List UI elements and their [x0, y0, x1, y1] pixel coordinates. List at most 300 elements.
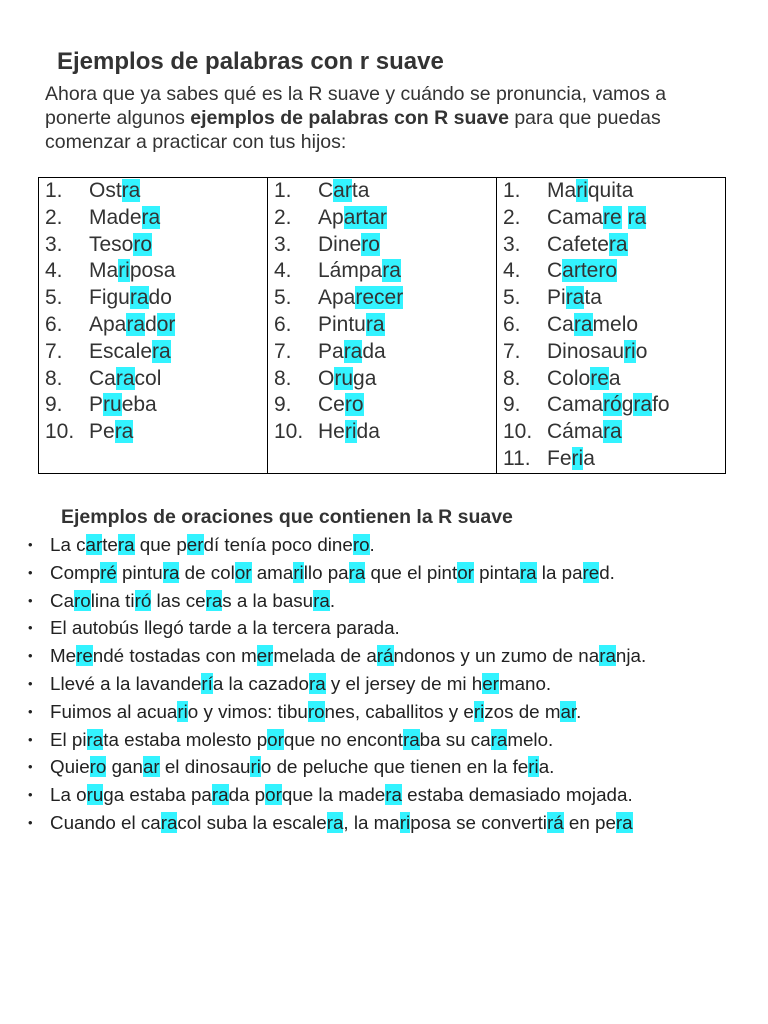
text-segment: Ap: [318, 205, 344, 229]
text-segment: Apa: [89, 312, 127, 336]
highlighted-r-syllable: ra: [365, 312, 385, 336]
text-segment: La c: [50, 534, 86, 555]
text-segment: Pi: [547, 286, 566, 310]
highlighted-r-syllable: ra: [141, 205, 161, 229]
example-word: [89, 205, 160, 232]
word-list-item: [45, 232, 267, 259]
highlighted-r-syllable: ra: [402, 728, 420, 750]
text-segment: Ca: [50, 589, 75, 611]
sentence-list-item: [0, 642, 768, 670]
highlighted-r-syllable: ra: [633, 393, 653, 417]
text-segment: a.: [538, 756, 555, 778]
text-segment: llo pa: [303, 561, 349, 583]
text-segment: que no encont: [283, 728, 403, 750]
word-list-item: [503, 419, 725, 446]
highlighted-r-syllable: ri: [624, 339, 636, 363]
text-segment: que el pint: [365, 561, 458, 583]
text-segment: ta estaba molesto p: [103, 728, 268, 750]
text-segment: .: [329, 589, 336, 611]
word-number: 4.: [503, 259, 521, 283]
word-list-item: [45, 178, 267, 205]
highlighted-r-syllable: ra: [627, 205, 647, 229]
text-segment: Ca: [547, 312, 574, 336]
word-list-item: [45, 205, 267, 232]
text-segment: Pintu: [318, 312, 366, 336]
highlighted-r-syllable: ra: [348, 561, 366, 583]
text-segment: P: [89, 393, 104, 417]
text-segment: a: [608, 366, 621, 390]
example-word: [547, 392, 670, 419]
example-word: [318, 258, 401, 285]
example-word: [89, 366, 161, 393]
text-segment: posa se converti: [410, 811, 547, 833]
word-examples-table: [38, 177, 726, 474]
word-list-item: [45, 392, 267, 419]
bullet-icon: •: [28, 564, 33, 580]
example-word: [318, 205, 387, 232]
word-list-item: [274, 339, 496, 366]
highlighted-r-syllable: ra: [160, 811, 178, 833]
word-column-1: [39, 178, 268, 474]
highlighted-r-syllable: recer: [355, 286, 404, 310]
text-segment: C: [318, 179, 334, 202]
highlighted-r-syllable: er: [256, 645, 274, 667]
sentence-list-item: [0, 587, 768, 615]
word-list-item: [503, 446, 725, 473]
word-list-item: [503, 205, 725, 232]
example-sentence: [50, 701, 581, 722]
word-number: 1.: [274, 179, 292, 202]
highlighted-r-syllable: ar: [85, 534, 103, 555]
word-column-2: [268, 178, 497, 474]
example-word: [89, 392, 157, 419]
word-number: 3.: [274, 232, 292, 256]
highlighted-r-syllable: ri: [399, 811, 411, 833]
text-segment: que p: [134, 534, 187, 555]
text-segment: eba: [121, 393, 157, 417]
example-word: [89, 285, 172, 312]
example-word: [318, 312, 385, 339]
highlighted-r-syllable: ri: [293, 561, 304, 583]
highlighted-r-syllable: ro: [361, 232, 380, 256]
highlighted-r-syllable: or: [265, 784, 282, 806]
highlighted-r-syllable: re: [76, 645, 93, 667]
bullet-icon: •: [28, 703, 33, 719]
example-sentence: [50, 673, 551, 694]
highlighted-r-syllable: ro: [89, 756, 107, 778]
text-segment: Lámpa: [318, 259, 383, 283]
bullet-icon: •: [28, 537, 33, 552]
highlighted-r-syllable: ra: [121, 179, 141, 202]
word-number: 5.: [274, 286, 292, 310]
word-number: 6.: [503, 312, 521, 336]
highlighted-r-syllable: ro: [74, 589, 91, 611]
text-segment: o: [635, 339, 648, 363]
sentence-list-item: [0, 614, 768, 642]
word-number: 10.: [274, 420, 304, 444]
sentence-list-item: [0, 726, 768, 754]
word-list-item: [45, 312, 267, 339]
example-word: [547, 205, 646, 232]
text-segment: que la made: [281, 784, 386, 806]
highlighted-r-syllable: or: [267, 728, 284, 750]
bullet-icon: •: [28, 648, 33, 664]
text-segment: lina ti: [90, 589, 135, 611]
text-segment: da: [362, 339, 386, 363]
highlighted-r-syllable: ra: [385, 784, 402, 806]
text-segment: da: [356, 420, 380, 444]
text-segment: dí tenía poco dine: [203, 534, 353, 555]
text-segment: Comp: [50, 561, 101, 583]
text-segment: Teso: [89, 232, 134, 256]
word-list-item: [274, 366, 496, 393]
text-segment: da p: [228, 784, 266, 806]
text-segment: He: [318, 420, 345, 444]
text-segment: pinta: [473, 561, 520, 583]
intro-text-end: para que puedas comenzar a practicar con tus hijos:: [45, 107, 661, 153]
example-word: [547, 232, 628, 259]
text-segment: melada de a: [273, 645, 377, 667]
word-number: 2.: [503, 205, 521, 229]
highlighted-r-syllable: ra: [326, 811, 344, 833]
word-number: 6.: [274, 312, 292, 336]
text-segment: ba su ca: [419, 728, 491, 750]
highlighted-r-syllable: artar: [343, 205, 387, 229]
highlighted-r-syllable: ro: [352, 534, 370, 555]
text-segment: Cuando el ca: [50, 811, 161, 833]
text-segment: nes, caballitos y e: [324, 700, 474, 722]
example-sentence: [50, 784, 633, 805]
text-segment: ndé tostadas con m: [92, 645, 257, 667]
bullet-icon: •: [28, 675, 33, 691]
word-list-item: [45, 258, 267, 285]
example-word: [547, 446, 595, 473]
sentence-list-item: [0, 670, 768, 698]
text-segment: o y vimos: tibu: [187, 700, 308, 722]
word-number: 5.: [45, 286, 63, 310]
example-word: [89, 419, 133, 446]
example-sentence: [50, 590, 335, 611]
highlighted-r-syllable: or: [234, 561, 252, 583]
sentence-list-item: [0, 698, 768, 726]
word-number: 4.: [45, 259, 63, 283]
sentence-list: [0, 531, 768, 837]
highlighted-r-syllable: ri: [528, 756, 539, 778]
text-segment: quita: [587, 179, 634, 202]
word-number: 9.: [503, 393, 521, 417]
highlighted-r-syllable: re: [603, 205, 622, 229]
highlighted-r-syllable: ra: [490, 728, 508, 750]
highlighted-r-syllable: ri: [118, 259, 130, 283]
word-number: 9.: [274, 393, 292, 417]
highlighted-r-syllable: rí: [201, 672, 213, 694]
word-list-item: [274, 258, 496, 285]
text-segment: Colo: [547, 366, 591, 390]
page-title: Ejemplos de palabras con r suave: [57, 48, 444, 75]
highlighted-r-syllable: ra: [211, 784, 229, 806]
word-list-item: [274, 312, 496, 339]
sentences-heading: Ejemplos de oraciones que contienen la R suave: [61, 506, 513, 528]
sentence-list-item: [0, 809, 768, 837]
highlighted-r-syllable: ar: [560, 700, 577, 722]
word-list-item: [45, 366, 267, 393]
word-list-item: [274, 178, 496, 205]
word-number: 10.: [45, 420, 75, 444]
word-number: 5.: [503, 286, 521, 310]
word-number: 6.: [45, 312, 63, 336]
text-segment: ga estaba pa: [103, 784, 212, 806]
text-segment: pintu: [116, 561, 163, 583]
highlighted-r-syllable: ra: [599, 645, 616, 667]
sentence-list-item: [0, 531, 768, 559]
highlighted-r-syllable: ra: [382, 259, 401, 283]
text-segment: Cáma: [547, 420, 604, 444]
text-segment: ta: [584, 286, 602, 310]
highlighted-r-syllable: ra: [114, 420, 134, 444]
bullet-icon: •: [28, 787, 33, 803]
highlighted-r-syllable: ra: [117, 534, 135, 555]
bullet-icon: •: [28, 592, 33, 608]
word-number: 10.: [503, 420, 533, 444]
word-number: 2.: [45, 205, 63, 229]
intro-text-bold: ejemplos de palabras con R suave: [190, 107, 509, 129]
example-sentence: [50, 729, 553, 750]
text-segment: Made: [89, 205, 142, 229]
highlighted-r-syllable: ra: [603, 420, 622, 444]
highlighted-r-syllable: ró: [603, 393, 622, 417]
word-number: 8.: [503, 366, 521, 390]
word-number: 3.: [45, 232, 63, 256]
example-word: [547, 366, 621, 393]
word-number: 4.: [274, 259, 292, 283]
text-segment: ga: [353, 366, 377, 390]
text-segment: do: [148, 286, 172, 310]
text-segment: zos de m: [484, 700, 561, 722]
highlighted-r-syllable: ra: [162, 561, 180, 583]
text-segment: estaba demasiado mojada.: [401, 784, 633, 806]
sentence-list-item: [0, 781, 768, 809]
highlighted-r-syllable: ra: [565, 286, 585, 310]
text-segment: Dine: [318, 232, 362, 256]
word-number: 8.: [45, 366, 63, 390]
text-segment: mano.: [498, 672, 552, 694]
word-list-2: [268, 178, 496, 446]
text-segment: y el jersey de mi h: [325, 672, 483, 694]
intro-paragraph: [45, 82, 725, 154]
highlighted-r-syllable: ra: [115, 366, 135, 390]
text-segment: Cama: [547, 393, 604, 417]
example-word: [89, 339, 171, 366]
highlighted-r-syllable: ra: [308, 672, 326, 694]
highlighted-r-syllable: ru: [103, 393, 122, 417]
example-word: [318, 366, 376, 393]
text-segment: Llevé a la lavande: [50, 672, 202, 694]
word-list-item: [45, 339, 267, 366]
text-segment: Ma: [89, 259, 119, 283]
text-segment: g: [621, 393, 634, 417]
word-list-3: [497, 178, 725, 473]
text-segment: col: [134, 366, 162, 390]
highlighted-r-syllable: ar: [142, 756, 160, 778]
highlighted-r-syllable: ra: [126, 312, 146, 336]
word-list-item: [503, 232, 725, 259]
word-list-item: [274, 419, 496, 446]
text-segment: en pe: [563, 811, 616, 833]
word-number: 7.: [503, 339, 521, 363]
highlighted-r-syllable: ar: [333, 179, 352, 202]
text-segment: , la ma: [343, 811, 400, 833]
word-number: 9.: [45, 393, 63, 417]
word-number: 8.: [274, 366, 292, 390]
highlighted-r-syllable: arte: [562, 259, 599, 283]
text-segment: gan: [106, 756, 143, 778]
word-list-item: [503, 285, 725, 312]
text-segment: Ce: [318, 393, 345, 417]
highlighted-r-syllable: ri: [473, 700, 485, 722]
text-segment: de col: [179, 561, 235, 583]
text-segment: posa: [129, 259, 176, 283]
word-list-item: [503, 392, 725, 419]
text-segment: .: [576, 700, 582, 722]
word-list-1: [39, 178, 267, 446]
example-word: [89, 178, 140, 205]
word-list-item: [45, 285, 267, 312]
word-list-item: [503, 178, 725, 205]
text-segment: Pa: [318, 339, 344, 363]
highlighted-r-syllable: rá: [376, 645, 394, 667]
word-number: 3.: [503, 232, 521, 256]
text-segment: a: [583, 446, 595, 470]
text-segment: [622, 206, 628, 229]
bullet-icon: •: [28, 620, 33, 636]
text-segment: te: [102, 534, 118, 555]
text-segment: melo.: [507, 728, 554, 750]
highlighted-r-syllable: ra: [615, 811, 633, 833]
highlighted-r-syllable: ra: [519, 561, 537, 583]
intro-text-start: Ahora que ya sabes qué es la R suave y cuándo se pronuncia, vamos a ponerte algunos: [45, 83, 667, 129]
word-list-item: [503, 312, 725, 339]
word-number: 1.: [45, 179, 63, 202]
example-word: [318, 285, 403, 312]
bullet-icon: •: [28, 731, 33, 747]
highlighted-r-syllable: ru: [86, 784, 104, 806]
text-segment: o de peluche que tienen en la fe: [260, 756, 529, 778]
text-segment: Figu: [89, 286, 130, 310]
bullet-icon: •: [28, 814, 33, 830]
highlighted-r-syllable: rá: [546, 811, 564, 833]
highlighted-r-syllable: ro: [344, 393, 364, 417]
word-list-item: [45, 419, 267, 446]
highlighted-r-syllable: ro: [598, 259, 618, 283]
highlighted-r-syllable: er: [482, 672, 499, 694]
highlighted-r-syllable: ra: [313, 589, 330, 611]
highlighted-r-syllable: or: [156, 312, 176, 336]
text-segment: Cama: [547, 205, 604, 229]
highlighted-r-syllable: ra: [205, 589, 223, 611]
text-segment: fo: [652, 393, 670, 417]
word-number: 7.: [45, 339, 63, 363]
example-sentence: [50, 812, 633, 833]
text-segment: ndonos y un zumo de na: [393, 645, 600, 667]
highlighted-r-syllable: ri: [177, 700, 188, 722]
text-segment: d: [145, 312, 157, 336]
word-column-3: [497, 178, 726, 474]
text-segment: El pi: [50, 728, 87, 750]
text-segment: Ma: [547, 179, 577, 202]
highlighted-r-syllable: ri: [344, 420, 357, 444]
text-segment: Ost: [89, 179, 122, 202]
text-segment: Fuimos al acua: [50, 700, 178, 722]
word-number: 1.: [503, 179, 521, 202]
highlighted-r-syllable: ro: [307, 700, 325, 722]
example-word: [547, 419, 622, 446]
example-word: [89, 232, 152, 259]
text-segment: s a la basu: [222, 589, 314, 611]
example-word: [318, 392, 364, 419]
highlighted-r-syllable: ra: [573, 312, 593, 336]
text-segment: El autobús llegó tarde a la tercera parada.: [50, 617, 400, 639]
highlighted-r-syllable: ra: [608, 232, 628, 256]
text-segment: Escale: [89, 339, 153, 363]
text-segment: Quie: [50, 756, 90, 778]
sentence-list-item: [0, 753, 768, 781]
word-number: 7.: [274, 339, 292, 363]
highlighted-r-syllable: ri: [571, 446, 584, 470]
text-segment: la pa: [536, 561, 583, 583]
word-number: 2.: [274, 205, 292, 229]
highlighted-r-syllable: ru: [334, 366, 354, 390]
bullet-icon: •: [28, 759, 33, 775]
text-segment: Dinosau: [547, 339, 625, 363]
text-segment: el dinosau: [159, 756, 251, 778]
highlighted-r-syllable: ra: [86, 728, 104, 750]
text-segment: .: [369, 534, 375, 555]
text-segment: ta: [351, 179, 370, 202]
text-segment: Cafete: [547, 232, 609, 256]
word-list-item: [274, 392, 496, 419]
example-word: [89, 258, 175, 285]
highlighted-r-syllable: ra: [152, 339, 171, 363]
sentence-list-item: [0, 559, 768, 587]
example-sentence: [50, 756, 554, 777]
example-word: [318, 419, 380, 446]
text-segment: Apa: [318, 286, 356, 310]
highlighted-r-syllable: ra: [129, 286, 149, 310]
example-word: [547, 285, 602, 312]
text-segment: O: [318, 366, 335, 390]
example-word: [318, 178, 369, 205]
text-segment: C: [547, 259, 563, 283]
word-table-row: [39, 178, 726, 474]
example-sentence: [50, 534, 375, 555]
highlighted-r-syllable: ró: [134, 589, 152, 611]
highlighted-r-syllable: er: [186, 534, 204, 555]
text-segment: ama: [251, 561, 294, 583]
highlighted-r-syllable: ré: [100, 561, 117, 583]
text-segment: a la cazado: [212, 672, 309, 694]
highlighted-r-syllable: ro: [133, 232, 153, 256]
word-list-item: [274, 285, 496, 312]
highlighted-r-syllable: ra: [343, 339, 363, 363]
example-word: [547, 258, 617, 285]
text-segment: melo: [592, 312, 639, 336]
highlighted-r-syllable: re: [582, 561, 600, 583]
text-segment: las ce: [151, 589, 206, 611]
text-segment: Ca: [89, 366, 116, 390]
word-list-item: [503, 366, 725, 393]
highlighted-r-syllable: or: [457, 561, 474, 583]
highlighted-r-syllable: ri: [576, 179, 588, 202]
